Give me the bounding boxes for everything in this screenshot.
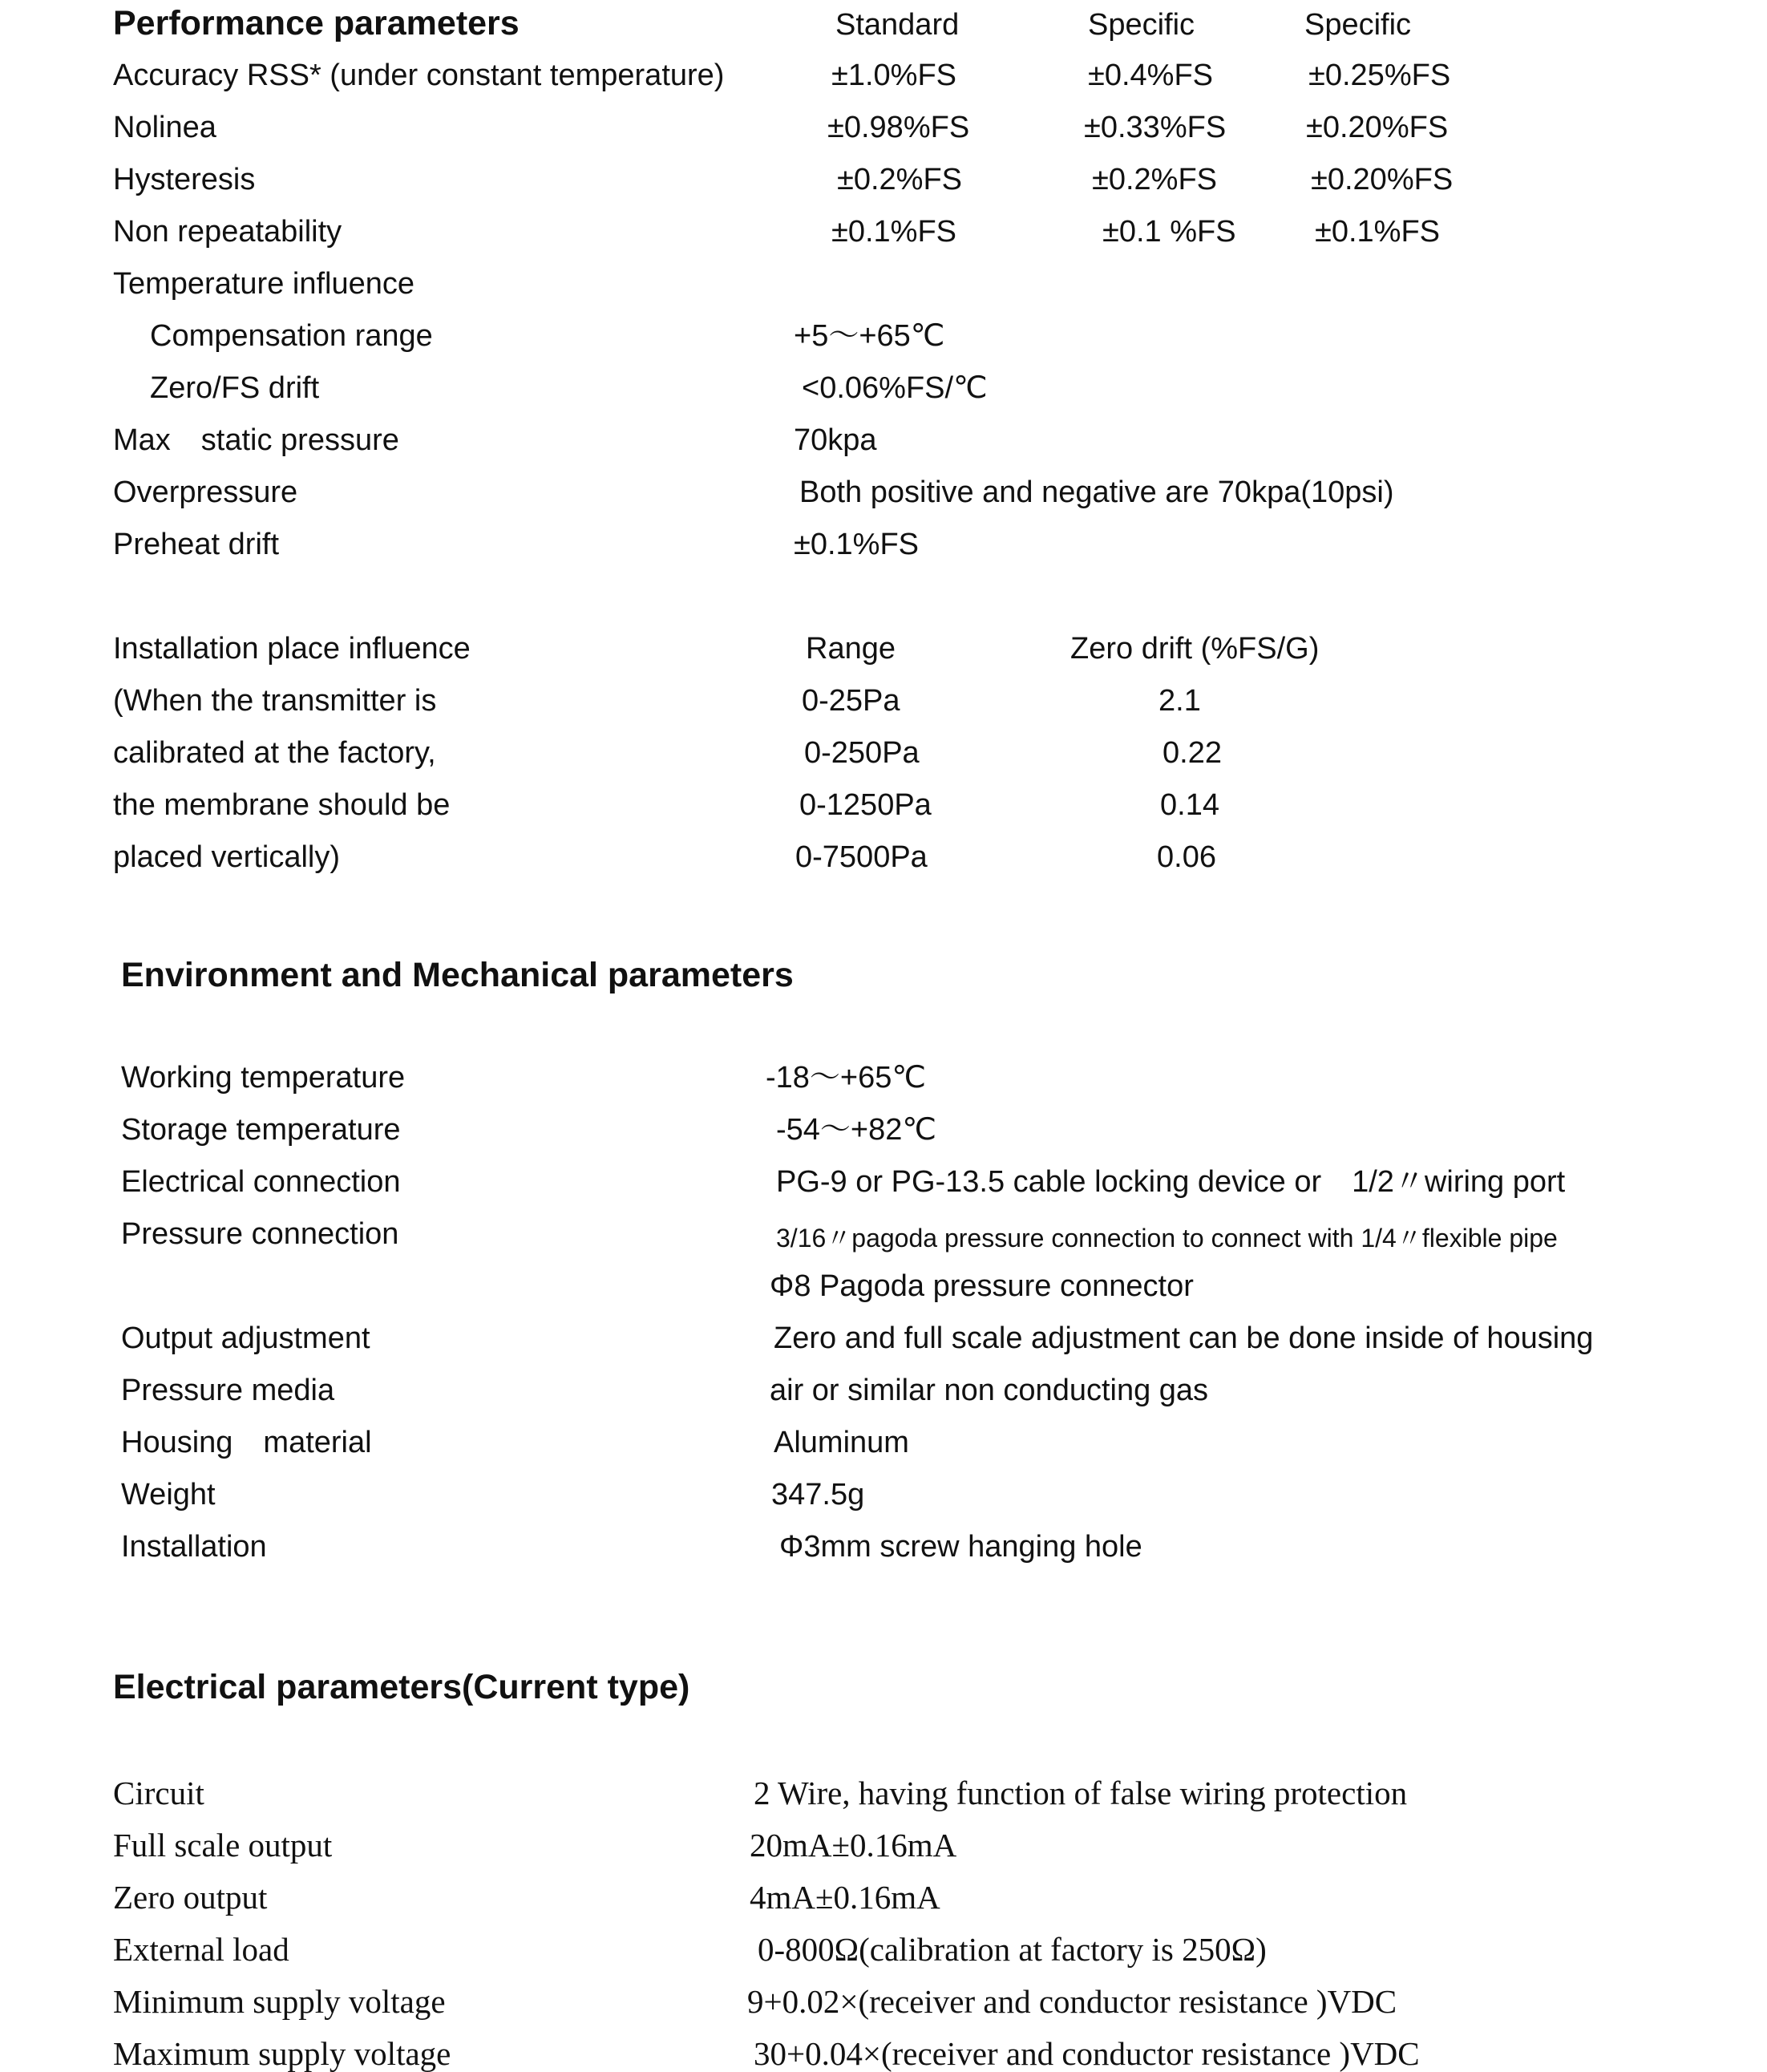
hysteresis-specific-1: ±0.2%FS — [1092, 163, 1218, 196]
hysteresis-specific-2: ±0.20%FS — [1311, 163, 1454, 196]
installation-label: Installation — [121, 1530, 267, 1564]
installation-value: Φ3mm screw hanging hole — [779, 1530, 1142, 1564]
installation-label-line: Installation place influence — [113, 632, 471, 666]
accuracy-specific-2: ±0.25%FS — [1308, 59, 1451, 92]
nolinea-label: Nolinea — [113, 111, 216, 144]
zero-drift-value: 2.1 — [1158, 684, 1201, 718]
weight-label: Weight — [121, 1478, 216, 1512]
electrical-connection-label: Electrical connection — [121, 1165, 401, 1199]
full-scale-output-label: Full scale output — [113, 1827, 333, 1864]
weight-value: 347.5g — [771, 1478, 865, 1512]
accuracy-standard: ±1.0%FS — [831, 59, 957, 92]
installation-label-line: (When the transmitter is — [113, 684, 437, 718]
zero-drift-value: 0.14 — [1160, 788, 1219, 822]
installation-label-line: the membrane should be — [113, 788, 451, 822]
non-repeatability-label: Non repeatability — [113, 215, 342, 249]
pressure-media-value: air or similar non conducting gas — [770, 1374, 1209, 1407]
zero-output-label: Zero output — [113, 1879, 268, 1916]
housing-material-label: Housing material — [121, 1426, 372, 1459]
max-supply-voltage-label: Maximum supply voltage — [113, 2035, 451, 2072]
zero-drift-header: Zero drift (%FS/G) — [1070, 632, 1320, 666]
working-temperature-value: -18～+65℃ — [766, 1061, 927, 1095]
nolinea-standard: ±0.98%FS — [827, 111, 970, 144]
col-header-standard: Standard — [835, 8, 960, 42]
installation-label-line: calibrated at the factory, — [113, 736, 436, 770]
range-header: Range — [806, 632, 896, 666]
preheat-drift-label: Preheat drift — [113, 528, 279, 561]
circuit-value: 2 Wire, having function of false wiring protection — [754, 1775, 1408, 1811]
zero-fs-drift-label: Zero/FS drift — [150, 371, 320, 405]
temperature-influence-label: Temperature influence — [113, 267, 414, 301]
working-temperature-label: Working temperature — [121, 1061, 406, 1095]
compensation-range-value: +5～+65℃ — [794, 319, 945, 353]
compensation-range-label: Compensation range — [150, 319, 433, 353]
non-repeatability-specific-2: ±0.1%FS — [1315, 215, 1441, 249]
external-load-label: External load — [113, 1931, 289, 1968]
range-value: 0-250Pa — [804, 736, 920, 770]
external-load-value: 0-800Ω(calibration at factory is 250Ω) — [758, 1931, 1267, 1968]
min-supply-voltage-value: 9+0.02×(receiver and conductor resistance )VDC — [747, 1983, 1397, 2020]
environment-title: Environment and Mechanical parameters — [121, 956, 794, 994]
min-supply-voltage-label: Minimum supply voltage — [113, 1983, 446, 2020]
nolinea-specific-2: ±0.20%FS — [1306, 111, 1449, 144]
accuracy-label: Accuracy RSS* (under constant temperature) — [113, 59, 725, 92]
hysteresis-label: Hysteresis — [113, 163, 256, 196]
pressure-connection-value: 3/16〃pagoda pressure connection to connect with 1/4〃flexible pipe — [776, 1224, 1558, 1253]
preheat-drift-value: ±0.1%FS — [794, 528, 920, 561]
accuracy-specific-1: ±0.4%FS — [1088, 59, 1214, 92]
non-repeatability-specific-1: ±0.1 %FS — [1102, 215, 1236, 249]
electrical-connection-value: PG-9 or PG-13.5 cable locking device or 1/2〃wiring port — [776, 1165, 1566, 1199]
overpressure-value: Both positive and negative are 70kpa(10psi) — [799, 476, 1394, 509]
nolinea-specific-1: ±0.33%FS — [1084, 111, 1227, 144]
output-adjustment-value: Zero and full scale adjustment can be done inside of housing — [774, 1321, 1594, 1355]
max-static-pressure-label: Max static pressure — [113, 423, 399, 457]
range-value: 0-1250Pa — [799, 788, 932, 822]
storage-temperature-value: -54～+82℃ — [776, 1113, 937, 1147]
max-static-pressure-value: 70kpa — [794, 423, 877, 457]
non-repeatability-standard: ±0.1%FS — [831, 215, 957, 249]
overpressure-label: Overpressure — [113, 476, 298, 509]
range-value: 0-25Pa — [802, 684, 900, 718]
zero-output-value: 4mA±0.16mA — [750, 1879, 940, 1916]
hysteresis-standard: ±0.2%FS — [837, 163, 963, 196]
col-header-specific-2: Specific — [1304, 8, 1412, 42]
pressure-connector-value: Φ8 Pagoda pressure connector — [770, 1269, 1194, 1303]
max-supply-voltage-value: 30+0.04×(receiver and conductor resistance )VDC — [754, 2035, 1420, 2072]
full-scale-output-value: 20mA±0.16mA — [750, 1827, 957, 1864]
installation-label-line: placed vertically) — [113, 840, 340, 874]
performance-title: Performance parameters — [113, 4, 520, 42]
housing-material-value: Aluminum — [774, 1426, 909, 1459]
output-adjustment-label: Output adjustment — [121, 1321, 370, 1355]
electrical-title: Electrical parameters(Current type) — [113, 1668, 690, 1706]
zero-fs-drift-value: <0.06%FS/℃ — [802, 371, 988, 405]
col-header-specific-1: Specific — [1088, 8, 1195, 42]
pressure-connection-label: Pressure connection — [121, 1217, 399, 1251]
zero-drift-value: 0.06 — [1157, 840, 1216, 874]
storage-temperature-label: Storage temperature — [121, 1113, 401, 1147]
zero-drift-value: 0.22 — [1162, 736, 1222, 770]
range-value: 0-7500Pa — [795, 840, 928, 874]
pressure-media-label: Pressure media — [121, 1374, 335, 1407]
circuit-label: Circuit — [113, 1775, 204, 1811]
